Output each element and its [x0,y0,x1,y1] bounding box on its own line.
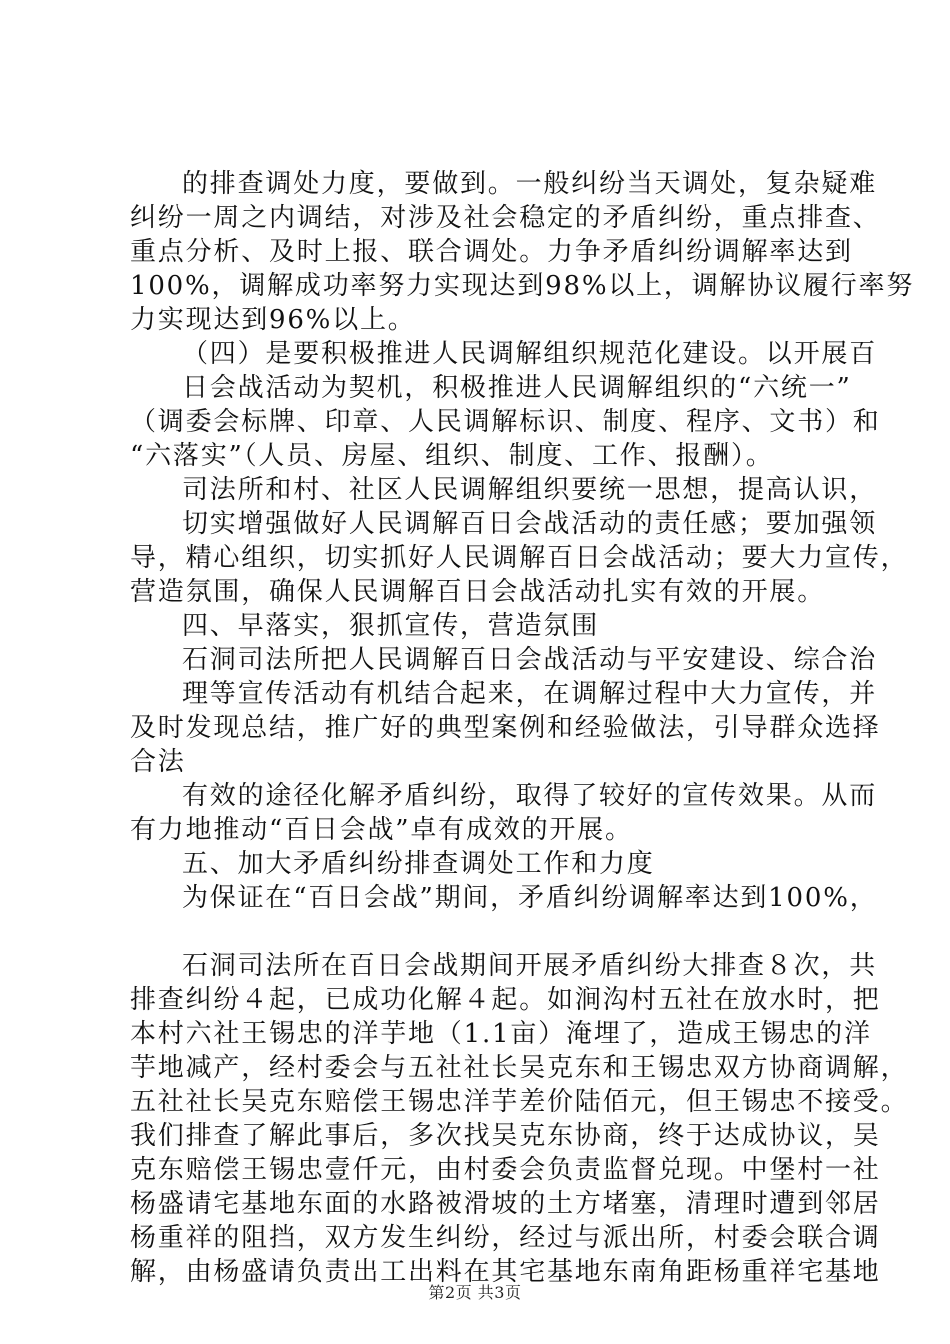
text-line: 解，由杨盛请负责出工出料在其宅基地东南角距杨重祥宅基地 [130,1257,881,1287]
text-line: 有力地推动“百日会战”卓有成效的开展。 [130,815,633,845]
section-heading: 五、加大矛盾纠纷排查调处工作和力度 [182,849,655,879]
text-line: 重点分析、及时上报、联合调处。力争矛盾纠纷调解率达到 [130,237,853,267]
text-line: 及时发现总结，推广好的典型案例和经验做法，引导群众选择 [130,713,881,743]
text-line: 有效的途径化解矛盾纠纷，取得了较好的宣传效果。从而 [182,781,878,811]
text-line: 力实现达到96%以上。 [130,305,416,335]
text-line: 司法所和村、社区人民调解组织要统一思想，提高认识， [182,475,878,505]
text-line: 芋地减产，经村委会与五社社长吴克东和王锡忠双方协商调解， [130,1053,909,1083]
text-line: 我们排查了解此事后，多次找吴克东协商，终于达成协议，吴 [130,1121,881,1151]
section-heading: 四、早落实，狠抓宣传，营造氛围 [182,611,600,641]
text-line: 为保证在“百日会战”期间，矛盾纠纷调解率达到100%， [182,883,878,913]
text-line: 杨重祥的阻挡，双方发生纠纷，经过与派出所，村委会联合调 [130,1223,881,1253]
text-line: 石洞司法所在百日会战期间开展矛盾纠纷大排查８次，共 [182,951,878,981]
text-line: 杨盛请宅基地东面的水路被滑坡的土方堵塞，清理时遭到邻居 [130,1189,881,1219]
text-line: 营造氛围，确保人民调解百日会战活动扎实有效的开展。 [130,577,826,607]
text-line: 理等宣传活动有机结合起来，在调解过程中大力宣传，并 [182,679,878,709]
page-number-footer: 第2页 共3页 [428,1283,522,1302]
section-heading-four: （四）是要积极推进人民调解组织规范化建设。以开展百 [182,339,878,369]
text-line: 100%，调解成功率努力实现达到98%以上，调解协议履行率努 [130,271,915,301]
text-line: 的排查调处力度，要做到。一般纠纷当天调处，复杂疑难 [182,169,878,199]
text-line: 合法 [130,747,186,777]
text-line: 本村六社王锡忠的洋芋地（1.1亩）淹埋了，造成王锡忠的洋 [130,1019,872,1049]
text-line: 导，精心组织，切实抓好人民调解百日会战活动；要大力宣传， [130,543,909,573]
text-line: 排查纠纷４起，已成功化解４起。如涧沟村五社在放水时，把 [130,985,881,1015]
text-line: “六落实”（人员、房屋、组织、制度、工作、报酬）。 [130,441,774,471]
text-line: 克东赔偿王锡忠壹仟元，由村委会负责监督兑现。中堡村一社 [130,1155,881,1185]
text-line: 石洞司法所把人民调解百日会战活动与平安建设、综合治 [182,645,878,675]
text-line: 切实增强做好人民调解百日会战活动的责任感；要加强领 [182,509,878,539]
text-line: 纠纷一周之内调结，对涉及社会稳定的矛盾纠纷，重点排查、 [130,203,881,233]
text-line: 五社社长吴克东赔偿王锡忠洋芋差价陆佰元，但王锡忠不接受。 [130,1087,909,1117]
text-line: 日会战活动为契机，积极推进人民调解组织的“六统一” [182,373,852,403]
text-line: （调委会标牌、印章、人民调解标识、制度、程序、文书）和 [130,407,881,437]
